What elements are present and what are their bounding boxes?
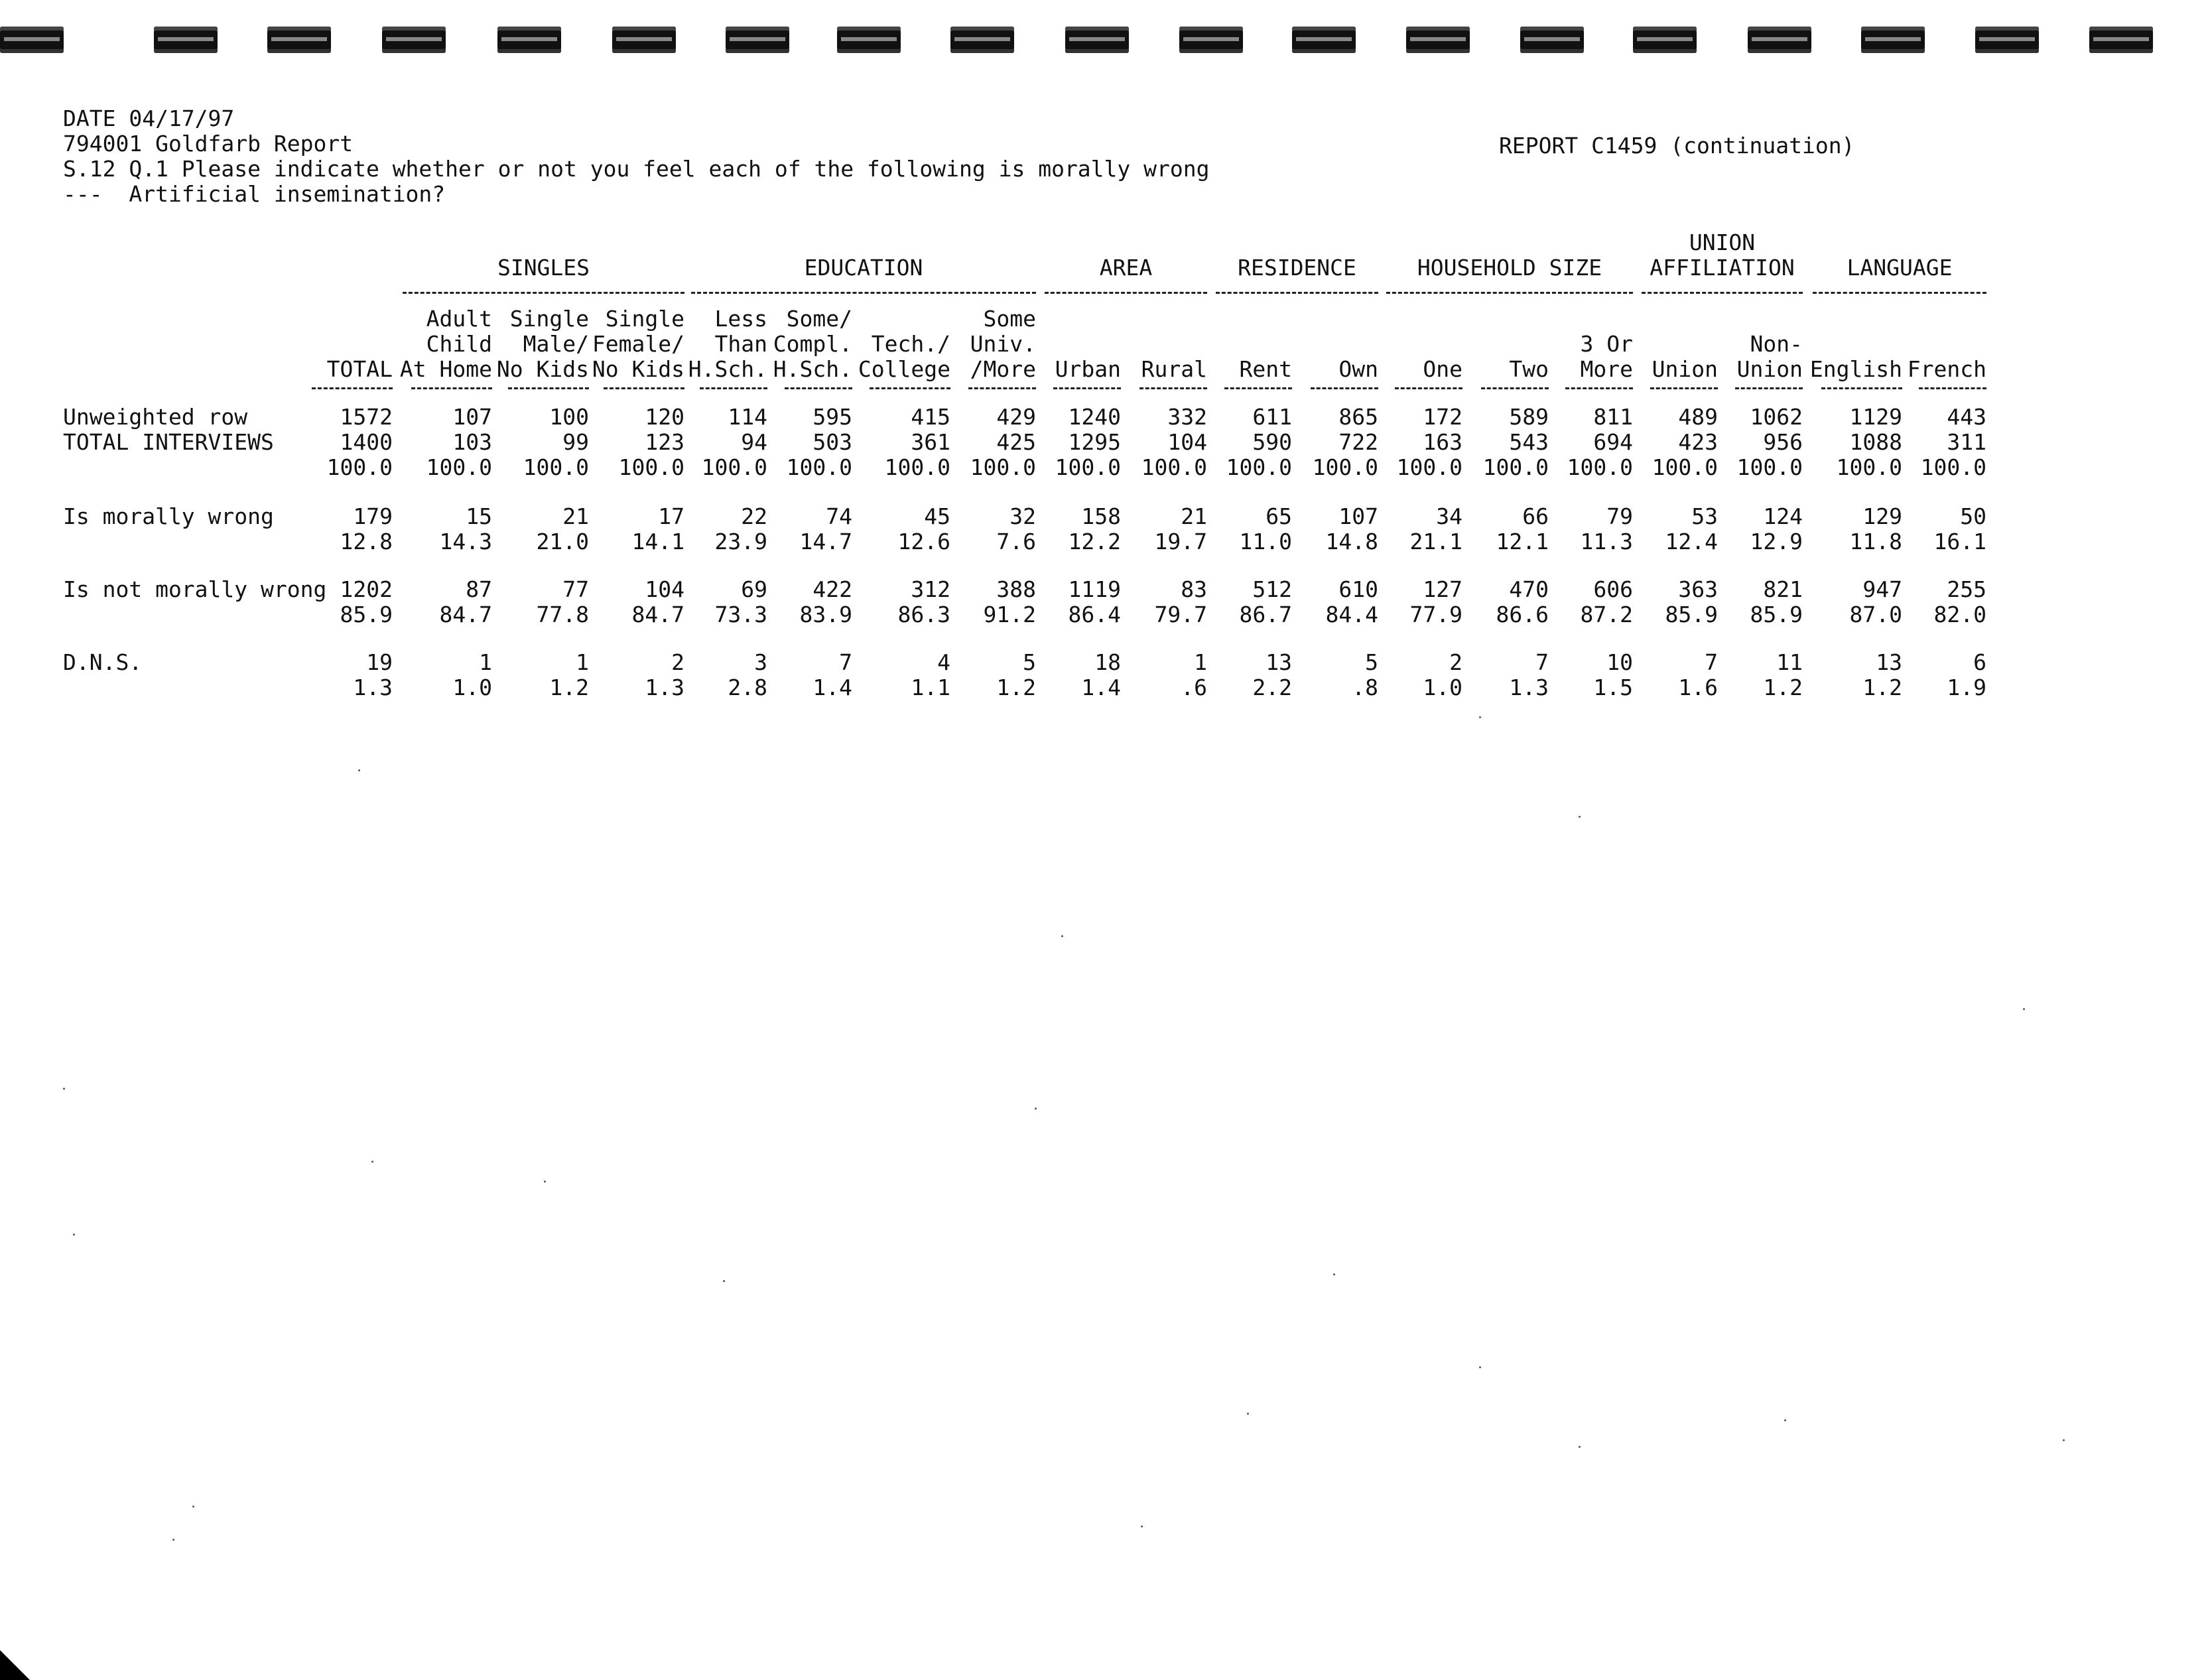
table-cell: 21 bbox=[1181, 503, 1207, 529]
table-cell: 606 bbox=[1593, 576, 1633, 602]
column-header: Single Male/ No Kids bbox=[496, 306, 589, 382]
perforation-hole bbox=[1179, 27, 1243, 53]
table-cell: 1.4 bbox=[1081, 675, 1121, 700]
table-cell: 11.8 bbox=[1849, 529, 1902, 554]
column-rule bbox=[312, 387, 393, 389]
table-cell: 77 bbox=[562, 576, 589, 602]
column-header: TOTAL bbox=[326, 356, 393, 382]
perforation-hole bbox=[1861, 27, 1925, 53]
scan-speck bbox=[1784, 1419, 1786, 1421]
table-cell: 100.0 bbox=[1836, 454, 1902, 480]
column-header: Two bbox=[1509, 356, 1549, 382]
table-cell: 12.8 bbox=[340, 529, 393, 554]
table-cell: 5 bbox=[1365, 649, 1378, 675]
table-cell: 100.0 bbox=[970, 454, 1036, 480]
scan-speck bbox=[1061, 935, 1063, 937]
table-cell: 470 bbox=[1509, 576, 1549, 602]
question-item: --- Artificial insemination? bbox=[63, 181, 446, 207]
table-cell: 7 bbox=[1535, 649, 1549, 675]
table-cell: 14.8 bbox=[1325, 529, 1378, 554]
scan-speck bbox=[172, 1539, 174, 1541]
scan-speck bbox=[1479, 716, 1481, 718]
column-header: Single Female/ No Kids bbox=[592, 306, 684, 382]
table-cell: 1.3 bbox=[645, 675, 684, 700]
table-cell: 120 bbox=[645, 404, 684, 430]
table-cell: 79 bbox=[1606, 503, 1633, 529]
table-cell: 311 bbox=[1947, 429, 1986, 455]
perforation-hole bbox=[1975, 27, 2039, 53]
perforation-hole bbox=[1748, 27, 1811, 53]
table-cell: 100.0 bbox=[1482, 454, 1549, 480]
table-cell: 1.3 bbox=[1509, 675, 1549, 700]
table-cell: 100.0 bbox=[523, 454, 589, 480]
column-header: French bbox=[1907, 356, 1986, 382]
table-cell: 595 bbox=[812, 404, 852, 430]
table-cell: 100.0 bbox=[786, 454, 852, 480]
column-rule bbox=[968, 387, 1036, 389]
perforation-hole bbox=[382, 27, 446, 53]
table-cell: 1 bbox=[576, 649, 589, 675]
table-cell: 443 bbox=[1947, 404, 1986, 430]
table-cell: 425 bbox=[996, 429, 1036, 455]
table-cell: 10 bbox=[1606, 649, 1633, 675]
table-cell: 100.0 bbox=[618, 454, 684, 480]
column-header: 3 Or More bbox=[1580, 331, 1633, 382]
table-cell: 77.8 bbox=[536, 602, 589, 627]
table-cell: 2.8 bbox=[728, 675, 767, 700]
table-cell: 84.4 bbox=[1325, 602, 1378, 627]
table-cell: 590 bbox=[1252, 429, 1292, 455]
table-cell: 104 bbox=[645, 576, 684, 602]
table-cell: 82.0 bbox=[1933, 602, 1986, 627]
table-cell: 1.6 bbox=[1678, 675, 1718, 700]
table-cell: 12.6 bbox=[897, 529, 950, 554]
table-cell: 811 bbox=[1593, 404, 1633, 430]
group-header: LANGUAGE bbox=[1847, 255, 1953, 281]
scan-speck bbox=[1479, 1366, 1481, 1368]
table-cell: 85.9 bbox=[1750, 602, 1803, 627]
scan-speck bbox=[544, 1181, 546, 1183]
scan-speck bbox=[1035, 1108, 1037, 1110]
table-cell: 86.7 bbox=[1239, 602, 1292, 627]
column-header: One bbox=[1423, 356, 1462, 382]
table-cell: 1.2 bbox=[549, 675, 589, 700]
scan-speck bbox=[723, 1280, 725, 1282]
table-cell: 7.6 bbox=[996, 529, 1036, 554]
table-cell: 77.9 bbox=[1409, 602, 1462, 627]
column-header: Some/ Compl. H.Sch. bbox=[773, 306, 852, 382]
table-cell: 114 bbox=[728, 404, 767, 430]
column-rule bbox=[411, 387, 492, 389]
table-cell: 12.2 bbox=[1068, 529, 1121, 554]
perforation-hole bbox=[837, 27, 901, 53]
table-cell: 1129 bbox=[1849, 404, 1902, 430]
table-cell: 423 bbox=[1678, 429, 1718, 455]
column-rule bbox=[1053, 387, 1121, 389]
table-cell: 172 bbox=[1423, 404, 1462, 430]
table-cell: .8 bbox=[1352, 675, 1378, 700]
table-cell: 100.0 bbox=[1141, 454, 1207, 480]
table-cell: 100.0 bbox=[1652, 454, 1718, 480]
scan-speck bbox=[192, 1506, 194, 1508]
table-cell: 1.5 bbox=[1593, 675, 1633, 700]
table-cell: 179 bbox=[353, 503, 393, 529]
scan-speck bbox=[1247, 1413, 1249, 1415]
table-cell: 2.2 bbox=[1252, 675, 1292, 700]
perforation-hole bbox=[1292, 27, 1356, 53]
column-header: Urban bbox=[1055, 356, 1121, 382]
table-cell: 12.4 bbox=[1665, 529, 1718, 554]
table-cell: 21.1 bbox=[1409, 529, 1462, 554]
table-cell: 14.1 bbox=[631, 529, 684, 554]
table-cell: 100.0 bbox=[1055, 454, 1121, 480]
row-label: Unweighted row bbox=[63, 404, 248, 430]
table-cell: 85.9 bbox=[340, 602, 393, 627]
column-rule bbox=[785, 387, 852, 389]
table-cell: 107 bbox=[452, 404, 492, 430]
page-corner-mark bbox=[0, 1650, 30, 1680]
table-cell: 610 bbox=[1338, 576, 1378, 602]
perforation-hole bbox=[726, 27, 789, 53]
column-header: Own bbox=[1338, 356, 1378, 382]
scan-speck bbox=[1141, 1525, 1143, 1527]
table-cell: 947 bbox=[1862, 576, 1902, 602]
scan-speck bbox=[63, 1088, 65, 1090]
table-cell: .6 bbox=[1181, 675, 1207, 700]
table-cell: 11.0 bbox=[1239, 529, 1292, 554]
table-cell: 86.3 bbox=[897, 602, 950, 627]
table-cell: 100.0 bbox=[884, 454, 950, 480]
table-cell: 503 bbox=[812, 429, 852, 455]
table-cell: 87.0 bbox=[1849, 602, 1902, 627]
table-cell: 53 bbox=[1691, 503, 1718, 529]
table-cell: 11 bbox=[1776, 649, 1803, 675]
table-cell: 611 bbox=[1252, 404, 1292, 430]
table-cell: 1062 bbox=[1750, 404, 1803, 430]
column-rule bbox=[508, 387, 589, 389]
table-cell: 79.7 bbox=[1154, 602, 1207, 627]
table-cell: 100 bbox=[549, 404, 589, 430]
column-rule bbox=[1919, 387, 1986, 389]
table-cell: 361 bbox=[911, 429, 950, 455]
table-cell: 85.9 bbox=[1665, 602, 1718, 627]
column-header: English bbox=[1809, 356, 1902, 382]
table-cell: 3 bbox=[754, 649, 767, 675]
table-cell: 69 bbox=[741, 576, 767, 602]
perforation-hole bbox=[1065, 27, 1129, 53]
group-header: HOUSEHOLD SIZE bbox=[1417, 255, 1602, 281]
table-cell: 21.0 bbox=[536, 529, 589, 554]
table-cell: 87 bbox=[466, 576, 492, 602]
column-header: Adult Child At Home bbox=[399, 306, 492, 382]
column-header: Tech./ College bbox=[858, 331, 950, 382]
perforation-hole bbox=[612, 27, 676, 53]
table-cell: 86.4 bbox=[1068, 602, 1121, 627]
table-cell: 1.2 bbox=[1862, 675, 1902, 700]
row-label: D.N.S. bbox=[63, 649, 143, 675]
scan-speck bbox=[1579, 1446, 1581, 1448]
column-rule bbox=[870, 387, 950, 389]
perforation-hole bbox=[1633, 27, 1697, 53]
table-cell: 84.7 bbox=[439, 602, 492, 627]
group-rule bbox=[1216, 292, 1378, 294]
table-cell: 1295 bbox=[1068, 429, 1121, 455]
table-cell: 19 bbox=[366, 649, 393, 675]
table-cell: 87.2 bbox=[1580, 602, 1633, 627]
table-cell: 694 bbox=[1593, 429, 1633, 455]
group-rule bbox=[1813, 292, 1986, 294]
group-header: EDUCATION bbox=[804, 255, 923, 281]
table-cell: 1400 bbox=[340, 429, 393, 455]
column-rule bbox=[1139, 387, 1207, 389]
group-rule bbox=[1045, 292, 1207, 294]
table-cell: 1088 bbox=[1849, 429, 1902, 455]
table-cell: 1 bbox=[479, 649, 492, 675]
table-cell: 6 bbox=[1973, 649, 1986, 675]
perforation-strip bbox=[0, 27, 2208, 66]
table-cell: 129 bbox=[1862, 503, 1902, 529]
table-cell: 18 bbox=[1094, 649, 1121, 675]
table-cell: 332 bbox=[1167, 404, 1207, 430]
column-rule bbox=[700, 387, 767, 389]
table-cell: 84.7 bbox=[631, 602, 684, 627]
table-cell: 2 bbox=[671, 649, 684, 675]
table-cell: 2 bbox=[1449, 649, 1462, 675]
table-cell: 100.0 bbox=[701, 454, 767, 480]
table-cell: 16.1 bbox=[1933, 529, 1986, 554]
scan-speck bbox=[371, 1161, 373, 1163]
perforation-hole bbox=[2089, 27, 2153, 53]
table-cell: 23.9 bbox=[714, 529, 767, 554]
table-cell: 12.1 bbox=[1496, 529, 1549, 554]
table-cell: 74 bbox=[826, 503, 852, 529]
group-header: SINGLES bbox=[497, 255, 590, 281]
table-cell: 83 bbox=[1181, 576, 1207, 602]
table-cell: 34 bbox=[1436, 503, 1462, 529]
table-cell: 255 bbox=[1947, 576, 1986, 602]
column-rule bbox=[604, 387, 684, 389]
table-cell: 12.9 bbox=[1750, 529, 1803, 554]
table-cell: 22 bbox=[741, 503, 767, 529]
column-rule bbox=[1650, 387, 1718, 389]
table-cell: 100.0 bbox=[1312, 454, 1378, 480]
column-rule bbox=[1311, 387, 1378, 389]
table-cell: 123 bbox=[645, 429, 684, 455]
table-cell: 107 bbox=[1338, 503, 1378, 529]
perforation-hole bbox=[154, 27, 218, 53]
table-cell: 100.0 bbox=[1396, 454, 1462, 480]
report-date: DATE 04/17/97 bbox=[63, 105, 235, 131]
column-rule bbox=[1735, 387, 1803, 389]
table-cell: 103 bbox=[452, 429, 492, 455]
table-cell: 1.1 bbox=[911, 675, 950, 700]
table-cell: 422 bbox=[812, 576, 852, 602]
table-cell: 14.3 bbox=[439, 529, 492, 554]
table-cell: 100.0 bbox=[1226, 454, 1292, 480]
table-cell: 99 bbox=[562, 429, 589, 455]
table-cell: 1 bbox=[1194, 649, 1207, 675]
row-label: Is morally wrong bbox=[63, 503, 274, 529]
table-cell: 543 bbox=[1509, 429, 1549, 455]
perforation-hole bbox=[0, 27, 64, 53]
table-cell: 100.0 bbox=[426, 454, 492, 480]
table-cell: 821 bbox=[1763, 576, 1803, 602]
table-cell: 11.3 bbox=[1580, 529, 1633, 554]
perforation-hole bbox=[497, 27, 561, 53]
table-cell: 13 bbox=[1876, 649, 1902, 675]
table-cell: 17 bbox=[658, 503, 684, 529]
table-cell: 15 bbox=[466, 503, 492, 529]
table-cell: 415 bbox=[911, 404, 950, 430]
table-cell: 127 bbox=[1423, 576, 1462, 602]
table-cell: 429 bbox=[996, 404, 1036, 430]
column-header: Rent bbox=[1239, 356, 1292, 382]
column-header: Rural bbox=[1141, 356, 1207, 382]
table-cell: 66 bbox=[1522, 503, 1549, 529]
column-header: Non- Union bbox=[1736, 331, 1803, 382]
table-cell: 363 bbox=[1678, 576, 1718, 602]
perforation-hole bbox=[267, 27, 331, 53]
table-cell: 722 bbox=[1338, 429, 1378, 455]
group-header: UNION AFFILIATION bbox=[1650, 229, 1795, 281]
table-cell: 94 bbox=[741, 429, 767, 455]
question-text: S.12 Q.1 Please indicate whether or not you feel each of the following is morally wrong bbox=[63, 156, 1210, 182]
table-cell: 1.3 bbox=[353, 675, 393, 700]
column-header: Some Univ. /More bbox=[970, 306, 1036, 382]
table-cell: 956 bbox=[1763, 429, 1803, 455]
table-cell: 50 bbox=[1960, 503, 1986, 529]
scan-speck bbox=[1579, 816, 1581, 818]
table-cell: 19.7 bbox=[1154, 529, 1207, 554]
table-cell: 32 bbox=[1009, 503, 1036, 529]
scan-speck bbox=[2023, 1008, 2025, 1010]
group-header: AREA bbox=[1099, 255, 1153, 281]
column-header: Less Than H.Sch. bbox=[688, 306, 767, 382]
table-cell: 1202 bbox=[340, 576, 393, 602]
table-cell: 1240 bbox=[1068, 404, 1121, 430]
group-rule bbox=[1642, 292, 1803, 294]
group-rule bbox=[1386, 292, 1633, 294]
table-cell: 1.2 bbox=[996, 675, 1036, 700]
column-rule bbox=[1395, 387, 1462, 389]
table-cell: 388 bbox=[996, 576, 1036, 602]
column-rule bbox=[1821, 387, 1902, 389]
table-cell: 1.0 bbox=[452, 675, 492, 700]
table-cell: 4 bbox=[937, 649, 950, 675]
table-cell: 14.7 bbox=[799, 529, 852, 554]
table-cell: 100.0 bbox=[1736, 454, 1803, 480]
scan-speck bbox=[1333, 1273, 1335, 1275]
table-cell: 158 bbox=[1081, 503, 1121, 529]
table-cell: 86.6 bbox=[1496, 602, 1549, 627]
table-cell: 21 bbox=[562, 503, 589, 529]
group-header: RESIDENCE bbox=[1238, 255, 1356, 281]
study-title: 794001 Goldfarb Report bbox=[63, 131, 354, 157]
row-label: TOTAL INTERVIEWS bbox=[63, 429, 274, 455]
table-cell: 1.4 bbox=[812, 675, 852, 700]
perforation-hole bbox=[1406, 27, 1470, 53]
table-cell: 7 bbox=[839, 649, 852, 675]
table-cell: 100.0 bbox=[1567, 454, 1633, 480]
table-cell: 124 bbox=[1763, 503, 1803, 529]
scan-speck bbox=[73, 1234, 75, 1236]
table-cell: 91.2 bbox=[983, 602, 1036, 627]
table-cell: 865 bbox=[1338, 404, 1378, 430]
table-cell: 13 bbox=[1266, 649, 1292, 675]
table-cell: 1119 bbox=[1068, 576, 1121, 602]
table-cell: 489 bbox=[1678, 404, 1718, 430]
group-rule bbox=[403, 292, 684, 294]
report-id: REPORT C1459 (continuation) bbox=[1499, 133, 1855, 159]
table-cell: 1.0 bbox=[1423, 675, 1462, 700]
table-cell: 163 bbox=[1423, 429, 1462, 455]
column-header: Union bbox=[1652, 356, 1718, 382]
scan-speck bbox=[2063, 1439, 2065, 1441]
table-cell: 104 bbox=[1167, 429, 1207, 455]
table-cell: 1.2 bbox=[1763, 675, 1803, 700]
column-rule bbox=[1565, 387, 1633, 389]
table-cell: 73.3 bbox=[714, 602, 767, 627]
scan-speck bbox=[358, 769, 360, 771]
table-cell: 1572 bbox=[340, 404, 393, 430]
perforation-hole bbox=[950, 27, 1014, 53]
table-cell: 5 bbox=[1023, 649, 1036, 675]
row-label: Is not morally wrong bbox=[63, 576, 327, 602]
perforation-hole bbox=[1520, 27, 1584, 53]
group-rule bbox=[691, 292, 1036, 294]
table-cell: 1.9 bbox=[1947, 675, 1986, 700]
table-cell: 7 bbox=[1705, 649, 1718, 675]
table-cell: 45 bbox=[924, 503, 950, 529]
column-rule bbox=[1224, 387, 1292, 389]
table-cell: 100.0 bbox=[1920, 454, 1986, 480]
table-cell: 83.9 bbox=[799, 602, 852, 627]
table-cell: 512 bbox=[1252, 576, 1292, 602]
table-cell: 65 bbox=[1266, 503, 1292, 529]
table-cell: 312 bbox=[911, 576, 950, 602]
column-rule bbox=[1481, 387, 1549, 389]
table-cell: 589 bbox=[1509, 404, 1549, 430]
table-cell: 100.0 bbox=[326, 454, 393, 480]
